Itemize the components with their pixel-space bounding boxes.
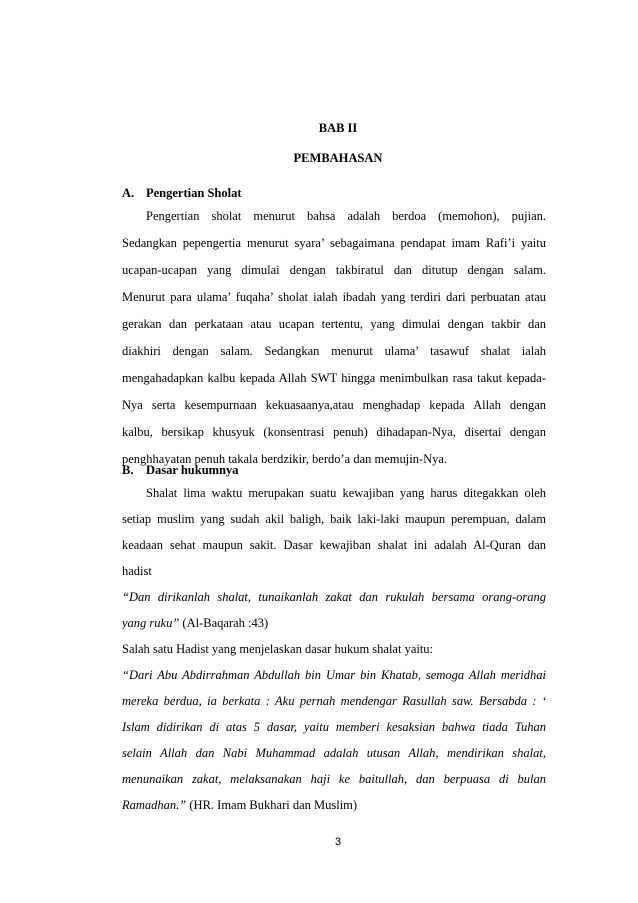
- paragraph-line: kalbu, bersikap khusyuk (konsentrasi penuh) dihadapan-Nya, disertai dengan: [122, 425, 546, 439]
- quran-citation: (Al-Baqarah :43): [179, 616, 269, 630]
- hadith-end: Ramadhan.”: [122, 798, 187, 812]
- paragraph-line: gerakan dan perkataan atau ucapan tertentu, yang dimulai dengan takbir dan: [122, 317, 546, 331]
- quran-quote-line: [122, 615, 546, 631]
- paragraph-line: diakhiri dengan salam. Sedangkan menurut ulama’ tasawuf shalat ialah: [122, 344, 546, 358]
- paragraph-line: Nya serta kesempurnaan kekuasaanya,atau menghadap kepada Allah dengan: [122, 398, 546, 412]
- section-b-heading: [122, 463, 239, 478]
- section-b-title: Dasar hukumnya: [146, 463, 239, 477]
- section-a-heading: [122, 186, 241, 201]
- hadith-line: mereka berdua, ia berkata : Aku pernah mendengar Rasullah saw. Bersabda : ‘: [122, 694, 546, 708]
- paragraph-line: mengahadapkan kalbu kepada Allah SWT hingga menimbulkan rasa takut kepada-: [122, 371, 546, 385]
- quran-quote-end: yang ruku”: [122, 616, 180, 630]
- paragraph-line: setiap muslim yang sudah akil baligh, baik laki-laki maupun perempuan, dalam: [122, 512, 546, 526]
- hadith-intro: Salah satu Hadist yang menjelaskan dasar hukum shalat yaitu:: [122, 642, 434, 656]
- section-a-letter: A.: [122, 186, 135, 200]
- paragraph-line: Pengertian sholat menurut bahsa adalah berdoa (memohon), pujian.: [146, 209, 546, 223]
- quran-quote-line: “Dan dirikanlah shalat, tunaikanlah zakat dan rukulah bersama orang-orang: [122, 590, 546, 604]
- chapter-title: PEMBAHASAN: [293, 151, 383, 165]
- chapter-number: BAB II: [318, 121, 358, 135]
- hadith-line: selain Allah dan Nabi Muhammad adalah utusan Allah, mendirikan shalat,: [122, 746, 546, 760]
- paragraph-line: penghhayatan penuh takala berdzikir, berdo’a dan memujin-Nya.: [122, 452, 448, 466]
- page-number: 3: [334, 836, 342, 848]
- hadith-line: “Dari Abu Abdirrahman Abdullah bin Umar bin Khatab, semoga Allah meridhai: [122, 668, 546, 682]
- hadith-citation: (HR. Imam Bukhari dan Muslim): [186, 798, 358, 812]
- paragraph-line: keadaan sehat maupun sakit. Dasar kewajiban shalat ini adalah Al-Quran dan: [122, 538, 546, 552]
- section-a-title: Pengertian Sholat: [146, 186, 242, 200]
- hadith-line: Islam didirikan di atas 5 dasar, yaitu memberi kesaksian bahwa tiada Tuhan: [122, 720, 546, 734]
- section-b-letter: B.: [122, 463, 134, 477]
- hadith-line: [122, 797, 546, 813]
- paragraph-line: Shalat lima waktu merupakan suatu kewajiban yang harus ditegakkan oleh: [146, 486, 546, 500]
- paragraph-line: Sedangkan pepengertia menurut syara’ sebagaimana pendapat imam Rafi’i yaitu: [122, 236, 546, 250]
- hadith-line: menunaikan zakat, melaksanakan haji ke baitullah, dan berpuasa di bulan: [122, 772, 546, 786]
- paragraph-line: ucapan-ucapan yang dimulai dengan takbiratul dan ditutup dengan salam.: [122, 263, 546, 277]
- paragraph-line: hadist: [122, 564, 152, 578]
- paragraph-line: Menurut para ulama’ fuqaha’ sholat ialah ibadah yang terdiri dari perbuatan atau: [122, 290, 546, 304]
